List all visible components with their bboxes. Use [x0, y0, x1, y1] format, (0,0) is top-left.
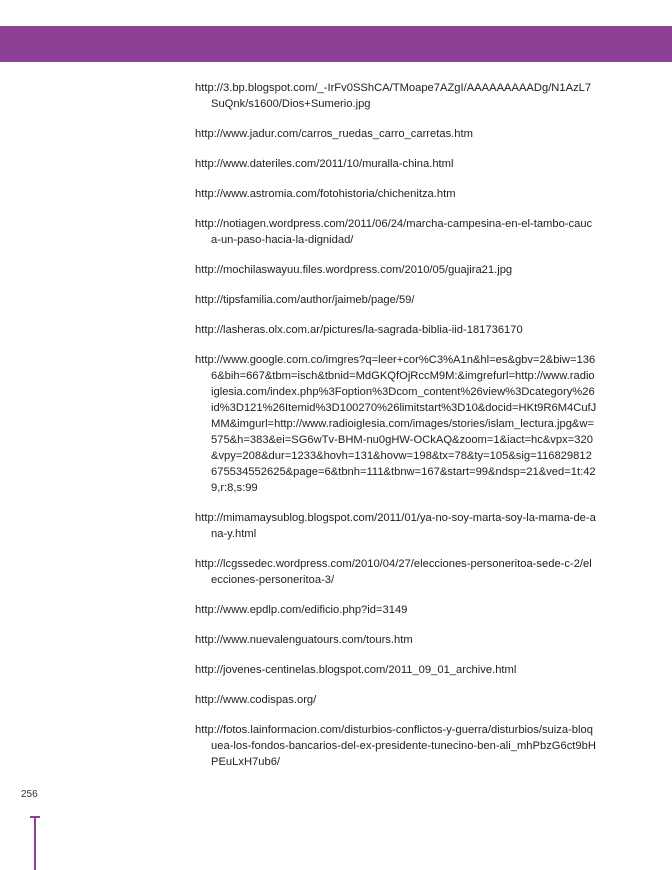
reference-item: http://tipsfamilia.com/author/jaimeb/page/59/: [195, 294, 415, 306]
reference-item: http://www.jadur.com/carros_ruedas_carro_carretas.htm: [195, 128, 473, 140]
reference-item: http://www.epdlp.com/edificio.php?id=3149: [195, 604, 408, 616]
reference-item: http://www.dateriles.com/2011/10/muralla-china.html: [195, 158, 454, 170]
reference-item: http://notiagen.wordpress.com/2011/06/24/marcha-campesina-en-el-tambo-cauca-un-paso-hacia-la-dignidad/: [195, 218, 593, 246]
reference-item: http://lasheras.olx.com.ar/pictures/la-sagrada-biblia-iid-181736170: [195, 324, 523, 336]
top-margin: [0, 0, 672, 26]
margin-vertical-line: [34, 816, 36, 870]
reference-list: [195, 80, 597, 784]
reference-item: http://www.google.com.co/imgres?q=leer+cor%C3%A1n&hl=es&gbv=2&biw=1366&bih=667&tbm=isch&tbnid=MdGKQfOjRccM9M:&imgrefurl=http://www.radioiglesia.com/index.php%3Foption%3Dcom_content%26view%3Dcategory%26id%3D121%26Itemid%3D100270%26limitstart%3D10&docid=HKt9R6M4CufJMM&imgurl=http://www.radioiglesia.com/images/stories/islam_lectura.jpg&w=575&h=383&ei=SG6wTv-BHM-nu0gHW-OCkAQ&zoom=1&iact=hc&vpx=320&vpy=208&dur=1233&hovh=131&hovw=198&tx=78&ty=105&sig=116829812675534552625&page=6&tbnh=111&tbnw=167&start=99&ndsp=21&ved=1t:429,r:8,s:99: [195, 354, 597, 494]
reference-item: http://fotos.lainformacion.com/disturbios-conflictos-y-guerra/disturbios/suiza-bloquea-los-fondos-bancarios-del-ex-presidente-tunecino-ben-ali_mhPbzG6ct9bHPEuLxH7ub6/: [195, 724, 596, 768]
reference-item: http://mimamaysublog.blogspot.com/2011/01/ya-no-soy-marta-soy-la-mama-de-ana-y.html: [195, 512, 596, 540]
reference-item: http://www.nuevalenguatours.com/tours.htm: [195, 634, 413, 646]
page-number: 256: [21, 789, 38, 800]
reference-item: http://3.bp.blogspot.com/_-IrFv0SShCA/TMoape7AZgI/AAAAAAAAADg/N1AzL7SuQnk/s1600/Dios+Sumerio.jpg: [195, 82, 592, 110]
reference-item: http://mochilaswayuu.files.wordpress.com/2010/05/guajira21.jpg: [195, 264, 513, 276]
reference-item: http://jovenes-centinelas.blogspot.com/2011_09_01_archive.html: [195, 664, 517, 676]
reference-item: http://www.codispas.org/: [195, 694, 317, 706]
reference-item: http://lcgssedec.wordpress.com/2010/04/27/elecciones-personeritoa-sede-c-2/elecciones-personeritoa-3/: [195, 558, 592, 586]
header-color-bar: [0, 26, 672, 62]
reference-item: http://www.astromia.com/fotohistoria/chichenitza.htm: [195, 188, 456, 200]
